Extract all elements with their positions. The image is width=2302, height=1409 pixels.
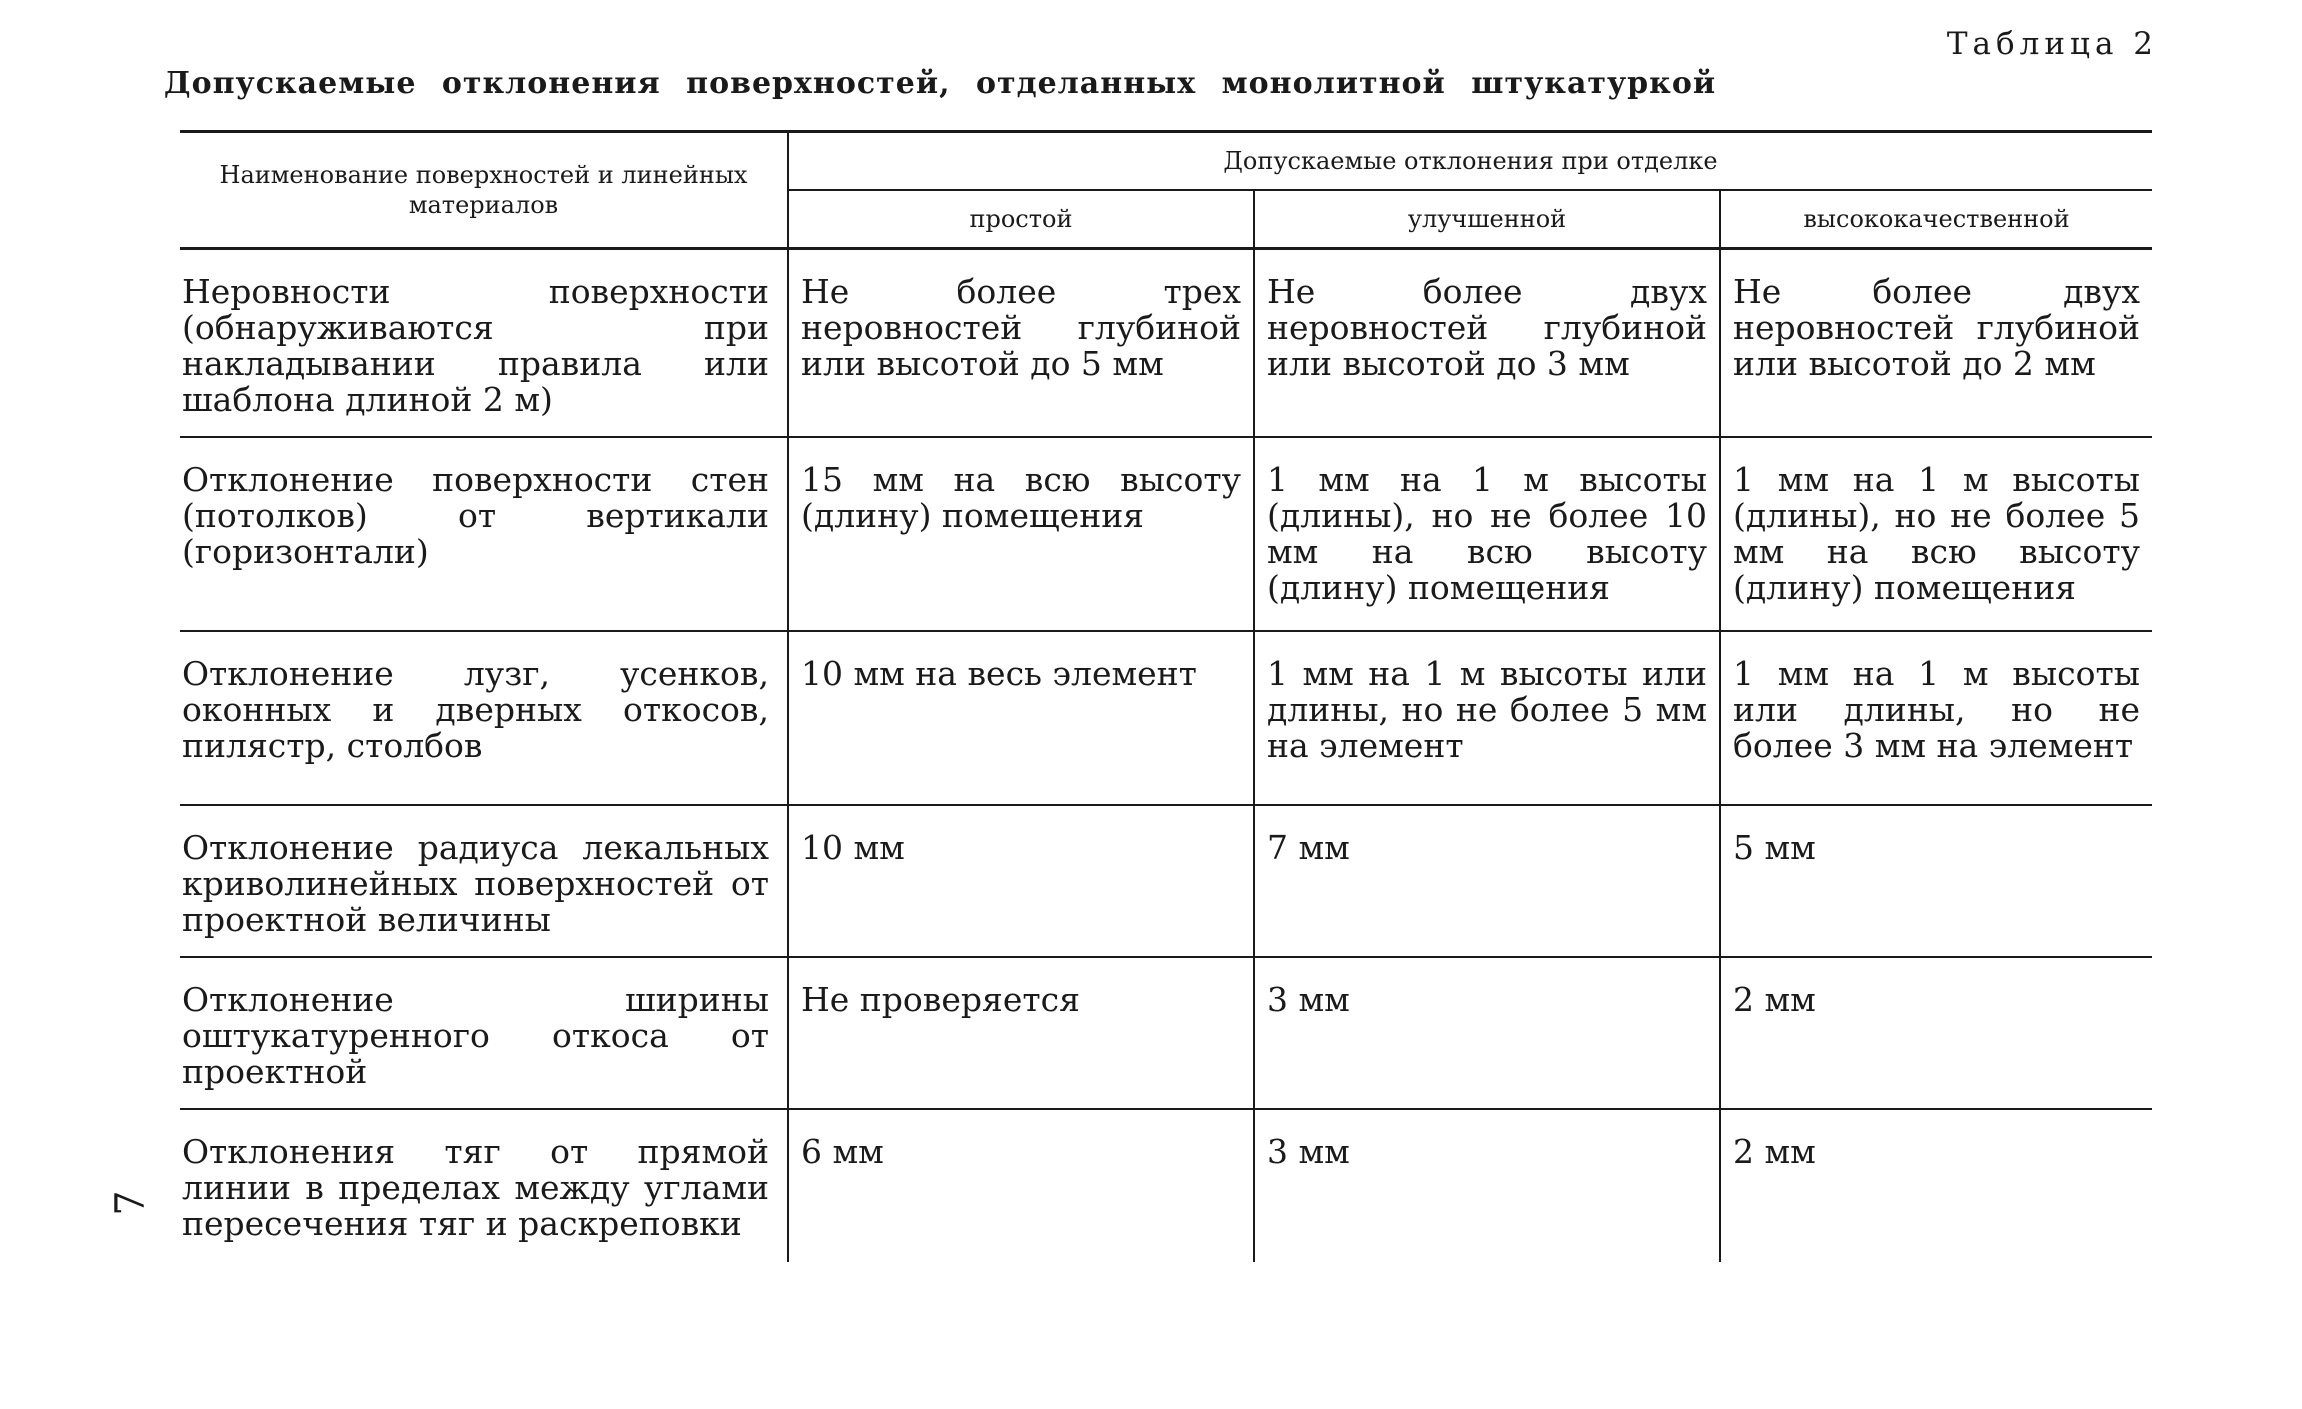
- table-row: [180, 1109, 2152, 1262]
- table-row: [180, 249, 2152, 438]
- table-title: Допускаемые отклонения поверхностей, отделанных монолитной штукатуркой: [163, 66, 1717, 101]
- cell-improved: 1 мм на 1 м высоты или длины, но не более 5 мм на элемент: [1254, 631, 1720, 805]
- header-group: Допускаемые отклонения при отделке: [1223, 147, 1718, 175]
- header-col-improved: улучшенной: [1254, 190, 1720, 249]
- cell-improved: 3 мм: [1254, 957, 1720, 1109]
- cell-simple: Не более трех неровностей глубиной или высотой до 5 мм: [788, 249, 1254, 438]
- row-name: Неровности поверхности (обнаруживаются при накладывании правила или шаблона длиной 2 м): [180, 249, 788, 438]
- table-row: [180, 437, 2152, 631]
- header-stub: Наименование поверхностей и линейных материалов: [180, 132, 788, 249]
- table-row: [180, 631, 2152, 805]
- cell-improved: 7 мм: [1254, 805, 1720, 957]
- cell-simple: 6 мм: [788, 1109, 1254, 1262]
- tolerance-table: [180, 130, 2152, 1262]
- cell-high-quality: 2 мм: [1733, 980, 1816, 1019]
- cell-improved: 3 мм: [1254, 1109, 1720, 1262]
- cell-high-quality: 1 мм на 1 м высоты или длины, но не более 3 мм на элемент: [1733, 654, 2141, 765]
- row-name: Отклонение радиуса лекальных криволинейных поверхностей от проектной величины: [180, 805, 788, 957]
- cell-simple: 10 мм на весь элемент: [788, 631, 1254, 805]
- header-col-simple: простой: [788, 190, 1254, 249]
- cell-simple: Не проверяется: [788, 957, 1254, 1109]
- page-number: 7: [107, 1190, 154, 1216]
- row-name: Отклонение лузг, усенков, оконных и дверных откосов, пилястр, столбов: [180, 631, 788, 805]
- header-col-high-quality: высококачественной: [1720, 190, 2152, 249]
- row-name: Отклонение поверхности стен (потолков) от вертикали (горизонтали): [180, 437, 788, 631]
- table-header: [180, 132, 2152, 249]
- cell-improved: Не более двух неровностей глубиной или высотой до 3 мм: [1254, 249, 1720, 438]
- cell-improved: 1 мм на 1 м высоты (длины), но не более 10 мм на всю высоту (длину) помещения: [1254, 437, 1720, 631]
- table-number-label: Таблица 2: [1946, 26, 2158, 62]
- cell-high-quality: Не более двух неровностей глубиной или высотой до 2 мм: [1733, 272, 2141, 383]
- cell-high-quality: 2 мм: [1733, 1132, 1816, 1171]
- table-row: [180, 957, 2152, 1109]
- cell-simple: 10 мм: [788, 805, 1254, 957]
- cell-high-quality: 1 мм на 1 м высоты (длины), но не более 5 мм на всю высоту (длину) помещения: [1733, 460, 2141, 607]
- table-row: [180, 805, 2152, 957]
- row-name: Отклонения тяг от прямой линии в пределах между углами пересечения тяг и раскреповки: [180, 1109, 788, 1262]
- cell-high-quality: 5 мм: [1733, 828, 1816, 867]
- row-name: Отклонение ширины оштукатуренного откоса от проектной: [180, 957, 788, 1109]
- cell-simple: 15 мм на всю высоту (длину) помещения: [788, 437, 1254, 631]
